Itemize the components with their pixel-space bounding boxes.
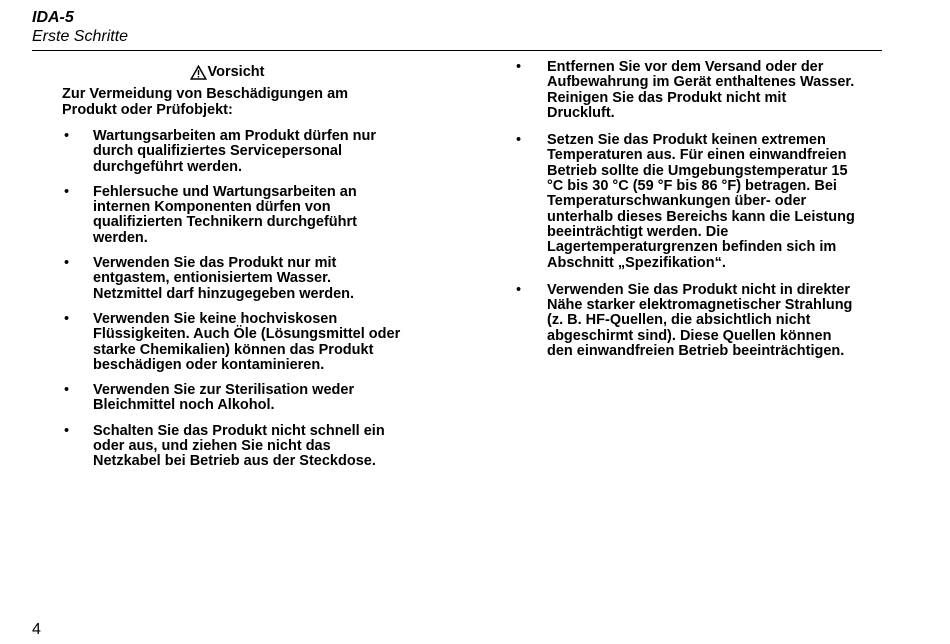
- bullet-icon: •: [64, 255, 70, 272]
- list-item-text: Verwenden Sie keine hochviskosen Flüssigkeiten. Auch Öle (Lösungsmittel oder starke Chemikalien) können das Produkt beschädigen oder kontaminieren.: [93, 310, 401, 373]
- right-column: [512, 60, 857, 371]
- list-item: [62, 312, 402, 373]
- caution-label: Vorsicht: [207, 64, 265, 80]
- list-item: [62, 129, 402, 175]
- left-bullet-list: [62, 129, 402, 470]
- caution-intro: Zur Vermeidung von Beschädigungen am Produkt oder Prüfobjekt:: [62, 86, 349, 118]
- list-item: [512, 133, 857, 271]
- bullet-icon: •: [64, 183, 70, 200]
- list-item: [512, 283, 857, 359]
- bullet-icon: •: [64, 128, 70, 144]
- caution-heading: [62, 64, 402, 81]
- bullet-icon: •: [516, 281, 522, 298]
- list-item-text: Schalten Sie das Produkt nicht schnell ein oder aus, und ziehen Sie nicht das Netzkabel bei Betrieb aus der Steckdose.: [93, 422, 385, 470]
- list-item-text: Fehlersuche und Wartungsarbeiten an internen Komponenten dürfen von qualifizierten Technikern durchgeführt werden.: [93, 183, 357, 246]
- list-item-text: Verwenden Sie das Produkt nur mit entgastem, entionisiertem Wasser. Netzmittel darf hinzugegeben werden.: [93, 255, 355, 302]
- list-item: [62, 424, 402, 470]
- warning-triangle-icon: [190, 65, 207, 80]
- list-item: [62, 185, 402, 246]
- right-bullet-list: [512, 60, 857, 359]
- list-item-text: Wartungsarbeiten am Produkt dürfen nur durch qualifiziertes Servicepersonal durchgeführt werden.: [93, 128, 377, 175]
- header-divider: [32, 50, 882, 51]
- document-title: IDA-5: [32, 9, 74, 26]
- bullet-icon: •: [64, 310, 70, 327]
- section-title: Erste Schritte: [32, 28, 129, 45]
- list-item: [512, 60, 857, 121]
- bullet-icon: •: [64, 382, 70, 399]
- bullet-icon: •: [64, 422, 70, 439]
- list-item: [62, 256, 402, 302]
- list-item-text: Entfernen Sie vor dem Versand oder der Aufbewahrung im Gerät enthaltenes Wasser. Reinigen Sie das Produkt nicht mit Druckluft.: [547, 59, 855, 121]
- bullet-icon: •: [516, 132, 522, 149]
- page-header: [32, 8, 882, 46]
- bullet-icon: •: [516, 59, 522, 75]
- list-item-text: Setzen Sie das Produkt keinen extremen Temperaturen aus. Für einen einwandfreien Betrieb sollte die Umgebungstemperatur 15 °C bis 30 °C (59 °F bis 86 °F) betragen. Bei Temperaturschwankungen über- oder unterhalb dieses Bereichs kann die Leistung beeinträchtigt werden. Die Lagertemperaturgrenzen befinden sich im Abschnitt „Spezifikation“.: [547, 132, 855, 271]
- left-column: [62, 64, 402, 480]
- list-item-text: Verwenden Sie das Produkt nicht in direkter Nähe starker elektromagnetischer Strahlung (z. B. HF-Quellen, die absichtlich nicht abgeschirmt sind). Diese Quellen können den einwandfreien Betrieb beeinträchtigen.: [547, 281, 853, 360]
- list-item-text: Verwenden Sie zur Sterilisation weder Bleichmittel noch Alkohol.: [93, 382, 355, 414]
- list-item: [62, 383, 402, 414]
- page-number: 4: [32, 621, 41, 638]
